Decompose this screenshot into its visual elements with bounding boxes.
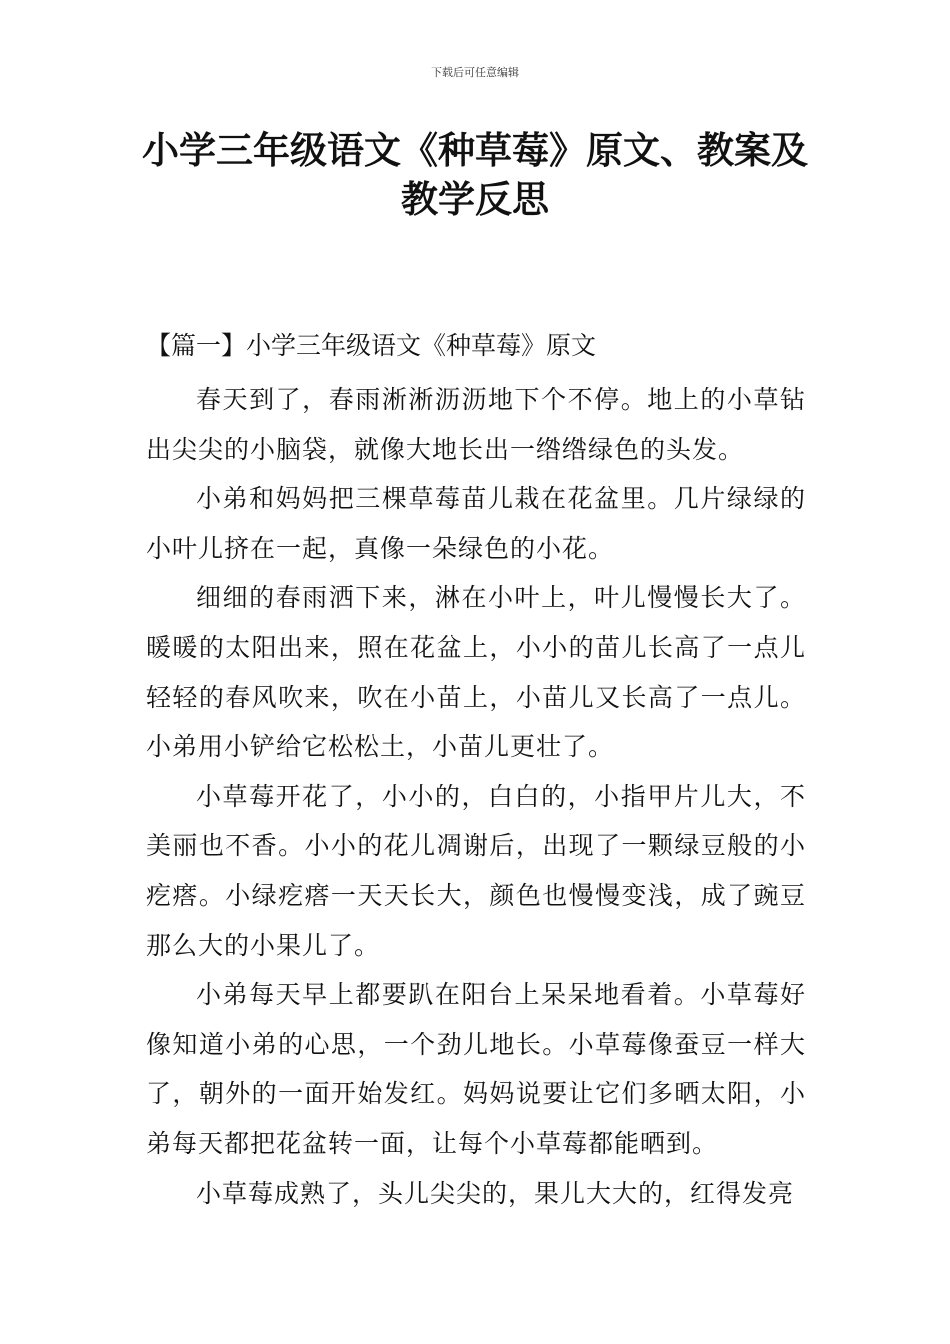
document-title xyxy=(140,126,810,224)
paragraph: 小弟和妈妈把三棵草莓苗儿栽在花盆里。几片绿绿的小叶儿挤在一起，真像一朵绿色的小花。 xyxy=(146,484,806,563)
paragraph: 小草莓成熟了，头儿尖尖的，果儿大大的，红得发亮 xyxy=(196,1178,795,1208)
paragraph: 春天到了，春雨淅淅沥沥地下个不停。地上的小草钻出尖尖的小脑袋，就像大地长出一绺绺绿色的头发。 xyxy=(146,385,806,464)
header-note: 下载后可任意编辑 xyxy=(431,66,519,79)
section-heading: 【篇一】小学三年级语文《种草莓》原文 xyxy=(146,331,597,360)
paragraph: 小弟每天早上都要趴在阳台上呆呆地看着。小草莓好像知道小弟的心思，一个劲儿地长。小草莓像蚕豆一样大了，朝外的一面开始发红。妈妈说要让它们多晒太阳，小弟每天都把花盆转一面，让每个小草莓都能晒到。 xyxy=(146,980,806,1158)
paragraph: 细细的春雨洒下来，淋在小叶上，叶儿慢慢长大了。暖暖的太阳出来，照在花盆上，小小的苗儿长高了一点儿轻轻的春风吹来，吹在小苗上，小苗儿又长高了一点儿。小弟用小铲给它松松土，小苗儿更壮了。 xyxy=(146,583,806,762)
paragraph: 小草莓开花了，小小的，白白的，小指甲片儿大，不美丽也不香。小小的花儿凋谢后，出现了一颗绿豆般的小疙瘩。小绿疙瘩一天天长大，颜色也慢慢变浅，成了豌豆那么大的小果儿了。 xyxy=(146,781,806,960)
title-line-1: 小学三年级语文《种草莓》原文、教案及 xyxy=(142,129,808,172)
body-text xyxy=(146,375,806,1218)
title-line-2: 教学反思 xyxy=(401,178,549,221)
